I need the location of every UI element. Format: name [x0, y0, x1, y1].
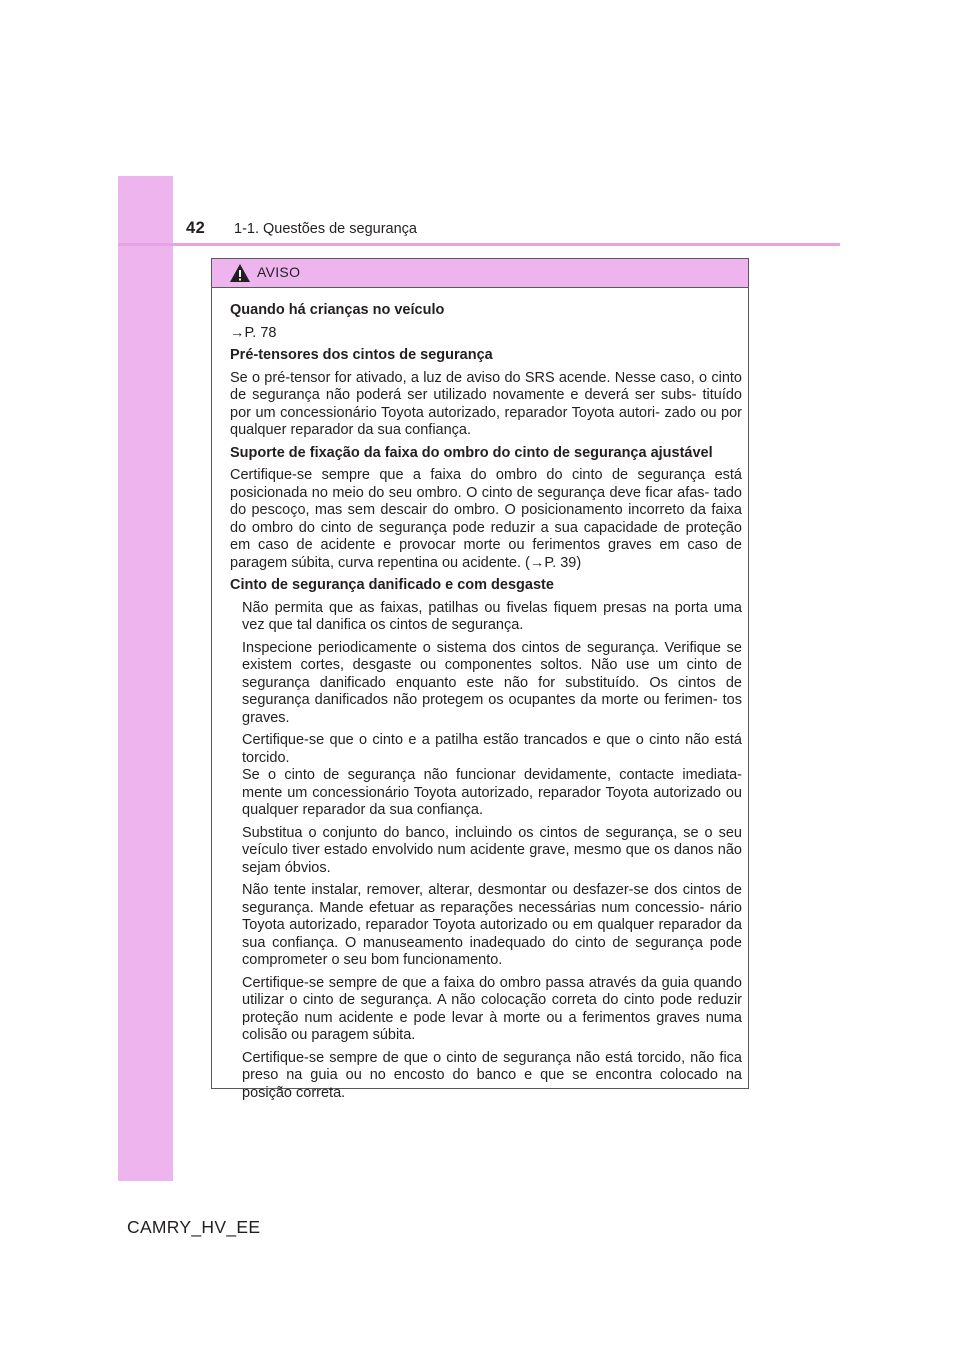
warning-item: Certifique-se sempre de que a faixa do ombro passa através da guia quando utilizar o cinto de segurança. A não colocação correta do cinto pode reduzir proteção num acidente e pode levar à morte ou a ferimentos graves numa colisão ou paragem súbita.	[242, 974, 742, 1043]
warning-heading: Pré-tensores dos cintos de segurança	[230, 347, 493, 363]
chapter-tab-sidebar	[118, 176, 173, 1181]
warning-heading: Suporte de fixação da faixa do ombro do cinto de segurança ajustável	[230, 444, 713, 461]
page-reference: →P. 78	[230, 324, 277, 341]
warning-heading: Cinto de segurança danificado e com desgaste	[230, 577, 554, 593]
model-code: CAMRY_HV_EE	[127, 1217, 261, 1237]
warning-triangle-icon	[229, 263, 251, 283]
warning-item: Certifique-se sempre de que o cinto de segurança não está torcido, não fica preso na guia ou no encosto do banco e que se encontra colocado na posição correta.	[242, 1049, 742, 1101]
warning-title: AVISO	[257, 264, 301, 280]
warning-paragraph: Se o pré-tensor for ativado, a luz de aviso do SRS acende. Nesse caso, o cinto de segurança não poderá ser utilizado novamente e deverá ser subs- tituído por um concessionário Toyota autorizado, reparador Toyota autori- zado ou por qualquer reparador da sua confiança.	[230, 369, 742, 438]
warning-heading: Quando há crianças no veículo	[230, 302, 445, 318]
warning-paragraph: Certifique-se sempre que a faixa do ombro do cinto de segurança está posicionada no meio do seu ombro. O cinto de segurança deve ficar afas- tado do pescoço, mas sem descair do ombro. O posicionamento incorreto da faixa do ombro do cinto de segurança pode reduzir a sua capacidade de proteção em caso de acidente e provocar morte ou ferimentos graves em caso de paragem súbita, curva repentina ou acidente. (→P. 39)	[230, 467, 742, 571]
warning-item: Inspecione periodicamente o sistema dos cintos de segurança. Verifique se existem cortes, desgaste ou componentes soltos. Não use um cinto de segurança danificado enquanto este não for substituído. Os cintos de segurança danificados não protegem os ocupantes da morte ou ferimen- tos graves.	[242, 639, 742, 726]
warning-item: Certifique-se que o cinto e a patilha estão trancados e que o cinto não está torcido. Se o cinto de segurança não funcionar devidamente, contacte imediata- mente um concessionário Toyota autorizado, reparador Toyota autorizado ou qualquer reparador da sua confiança.	[242, 732, 742, 818]
warning-item: Não permita que as faixas, patilhas ou fivelas fiquem presas na porta uma vez que tal danifica os cintos de segurança.	[242, 599, 742, 633]
warning-header	[212, 259, 748, 288]
section-title: 1-1. Questões de segurança	[234, 221, 417, 237]
warning-body	[212, 288, 748, 1102]
warning-box	[211, 258, 749, 1101]
page-number: 42	[186, 219, 206, 237]
header-divider	[118, 243, 840, 246]
warning-item: Substitua o conjunto do banco, incluindo os cintos de segurança, se o seu veículo tiver estado envolvido num acidente grave, mesmo que os danos não sejam óbvios.	[242, 824, 742, 876]
warning-item: Não tente instalar, remover, alterar, desmontar ou desfazer-se dos cintos de segurança. Mande efetuar as reparações necessárias num concessio- nário Toyota autorizado, reparador Toyota autorizado ou em qualquer reparador da sua confiança. O manuseamento inadequado do cinto de segurança pode comprometer o seu bom funcionamento.	[242, 882, 742, 968]
